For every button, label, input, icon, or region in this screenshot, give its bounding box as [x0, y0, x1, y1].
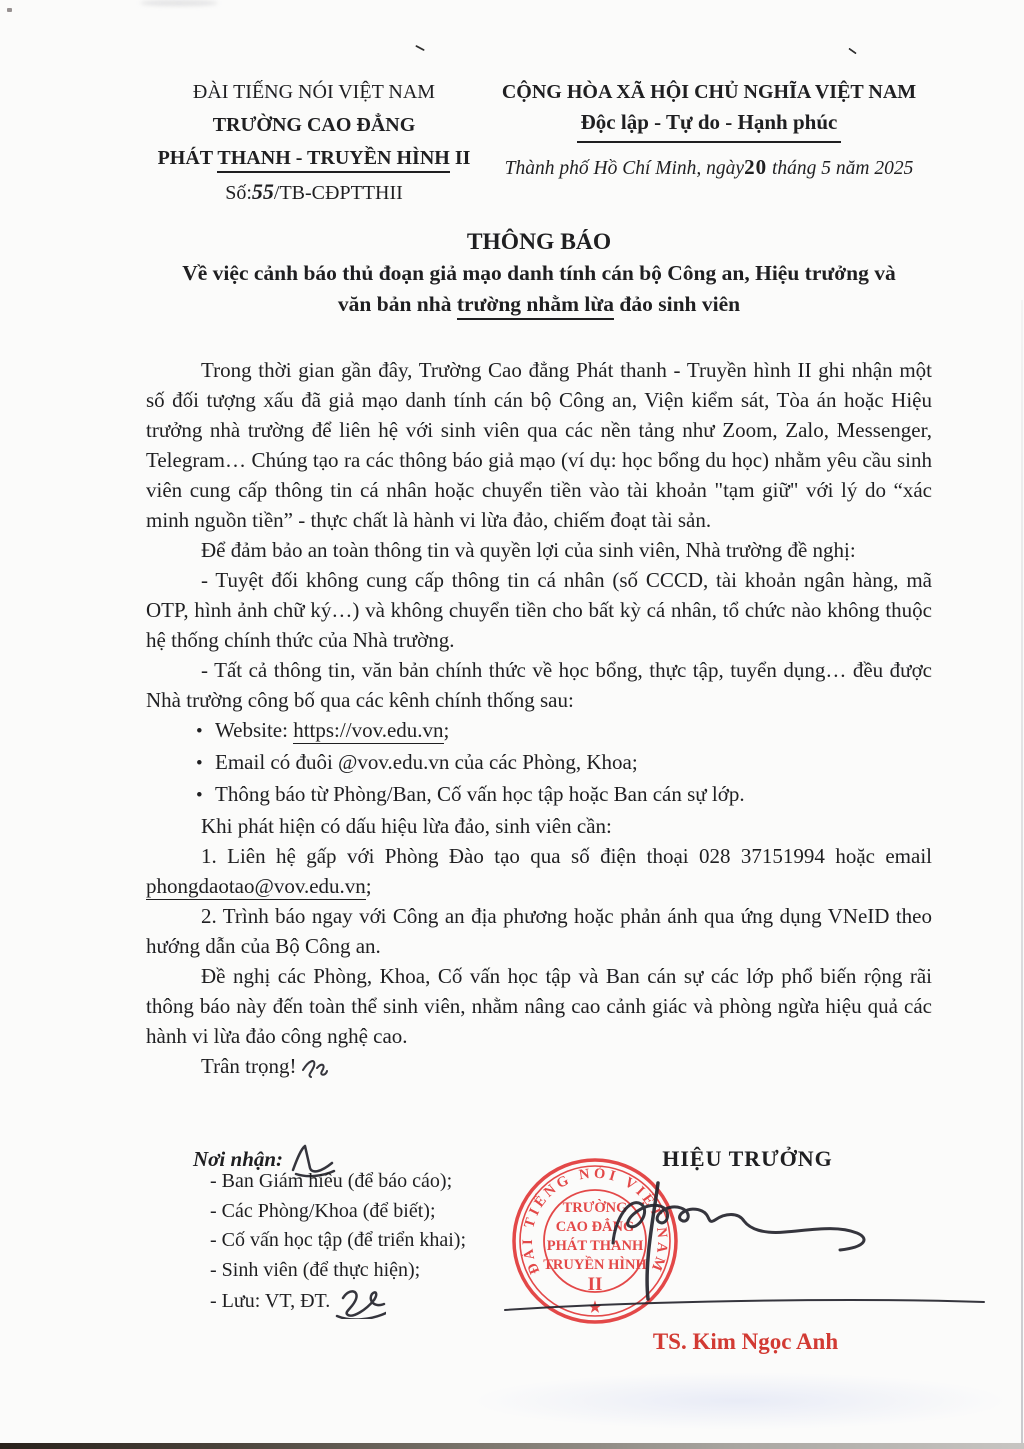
recipient-item: - Cố vấn học tập (để triển khai);: [210, 1229, 467, 1251]
pen-tick-mark: [415, 45, 425, 51]
stamp-center-line: TRUYỀN HÌNH: [543, 1257, 647, 1273]
org-parent-name: ĐÀI TIẾNG NÓI VIỆT NAM: [192, 81, 436, 103]
scan-smudge: [140, 0, 218, 6]
signature-baseline: [505, 1300, 984, 1310]
recipient-item: - Các Phòng/Khoa (để biết);: [210, 1199, 436, 1222]
issuing-org-block: [128, 76, 500, 210]
stamp-center-line: CAO ĐẲNG: [555, 1219, 635, 1235]
notice-title-block: [146, 226, 932, 320]
doc-number-handwritten: 55: [251, 179, 274, 204]
issue-date: Thành phố Hồ Chí Minh, ngày20 tháng 5 năm 2025: [504, 155, 914, 179]
notice-body: [146, 355, 932, 1081]
scan-bottom-edge: [0, 1443, 1024, 1449]
email-link-text: phongdaotao@vov.edu.vn: [146, 874, 366, 898]
signer-name: TS. Kim Ngọc Anh: [652, 1329, 839, 1354]
org-name-line1: TRƯỜNG CAO ĐẲNG: [212, 114, 416, 136]
notice-title: THÔNG BÁO: [466, 229, 612, 255]
recipients-label: Nơi nhận:: [193, 1142, 337, 1178]
paragraph-request: Để đảm bảo an toàn thông tin và quyền lợi của sinh viên, Nhà trường đề nghị:: [201, 538, 856, 562]
recipients-list: [210, 1167, 466, 1319]
stamp-center-line: TRƯỜNG: [562, 1200, 628, 1216]
handwritten-initials: [334, 1285, 386, 1319]
pen-tick-mark: [848, 48, 857, 55]
scan-tint: [470, 1372, 1010, 1430]
bullet-item-email: • Email có đuôi @vov.edu.vn của các Phòng, Khoa;: [146, 747, 932, 779]
numbered-item-1: 1. Liên hệ gấp với Phòng Đào tạo qua số điện thoại 028 37151994 hoặc email phongdaotao@vov.edu.vn;: [146, 844, 932, 898]
notice-subject-line1: Về việc cảnh báo thủ đoạn giả mạo danh tính cán bộ Công an, Hiệu trưởng và: [182, 261, 896, 285]
signature-downstroke: [647, 1183, 658, 1299]
date-day-handwritten: 20: [744, 155, 768, 179]
handwritten-squiggle: [300, 1053, 328, 1079]
org-name-line2: PHÁT THANH - TRUYỀN HÌNH II: [128, 142, 500, 175]
stamp-ring-text: ĐÀI TIẾNG NÓI VIỆT NAM: [519, 1165, 671, 1277]
bullet-item-channels: • Thông báo từ Phòng/Ban, Cố vấn học tập hoặc Ban cán sự lớp.: [146, 779, 932, 811]
paragraph-dissemination: Đề nghị các Phòng, Khoa, Cố vấn học tập và Ban cán sự các lớp phổ biến rộng rãi thông báo này đến toàn thể sinh viên, nhằm nâng cao cảnh giác và phòng ngừa hiệu quả các hành vi lừa đảo công nghệ cao.: [146, 964, 932, 1048]
star-icon: ★: [588, 1300, 602, 1316]
website-link-text: https://vov.edu.vn: [293, 718, 444, 742]
national-motto: Độc lập - Tự do - Hạnh phúc: [577, 109, 842, 143]
recipient-item: - Lưu: VT, ĐT.: [210, 1285, 466, 1319]
numbered-item-2: 2. Trình báo ngay với Công an địa phương hoặc phản ánh qua ứng dụng VNeID theo hướng dẫn của Bộ Công an.: [146, 904, 932, 958]
recipient-item: - Sinh viên (để thực hiện);: [210, 1258, 421, 1281]
scan-edge-shadow: [1021, 300, 1024, 1443]
bullet-icon: •: [196, 721, 203, 742]
paragraph-rule-1: - Tuyệt đối không cung cấp thông tin cá nhân (số CCCD, tài khoản ngân hàng, mã OTP, hình ảnh chữ ký…) và không chuyển tiền cho bất kỳ cá nhân, tổ chức nào không thuộc hệ thống chính thức của Nhà trường.: [146, 568, 932, 652]
paragraph-when-detect: Khi phát hiện có dấu hiệu lừa đảo, sinh viên cần:: [201, 814, 612, 838]
signer-title: HIỆU TRƯỞNG: [662, 1146, 833, 1171]
signature-ink: [495, 1163, 990, 1328]
national-header-block: [478, 76, 940, 180]
stamp-center-line: II: [587, 1274, 603, 1295]
national-title: CỘNG HÒA XÃ HỘI CHỦ NGHĨA VIỆT NAM: [501, 81, 917, 103]
scan-speck: [7, 8, 12, 12]
paragraph-rule-2: - Tất cả thông tin, văn bản chính thức về học bổng, thực tập, tuyển dụng… đều được Nhà trường công bố qua các kênh chính thống sau:: [146, 658, 932, 712]
stamp-center-line: PHÁT THANH: [546, 1238, 644, 1254]
bullet-item-website: • Website: https://vov.edu.vn;: [146, 715, 932, 747]
doc-number: Số:55/TB-CĐPTTHII: [225, 179, 403, 204]
paragraph-intro: Trong thời gian gần đây, Trường Cao đẳng Phát thanh - Truyền hình II ghi nhận một số đối tượng xấu đã giả mạo danh tính cán bộ Công an, Viện kiểm sát, Tòa án hoặc Hiệu trưởng nhà trường để liên hệ với sinh viên qua các nền tảng như Zoom, Zalo, Messenger, Telegram… Chúng tạo ra các thông báo giả mạo (ví dụ: học bổng du học) nhằm yêu cầu sinh viên cung cấp thông tin cá nhân hoặc chuyển tiền vào tài khoản "tạm giữ" với lý do “xác minh nguồn tiền” - thực chất là hành vi lừa đảo, chiếm đoạt tài sản.: [146, 358, 932, 532]
bullet-icon: •: [196, 785, 203, 806]
bullet-icon: •: [196, 753, 203, 774]
closing-line: Trân trọng!: [146, 1051, 932, 1081]
notice-subject-line2: văn bản nhà trường nhằm lừa đảo sinh viên: [146, 289, 932, 320]
recipient-item: - Ban Giám hiêu (để báo cáo);: [210, 1170, 453, 1192]
